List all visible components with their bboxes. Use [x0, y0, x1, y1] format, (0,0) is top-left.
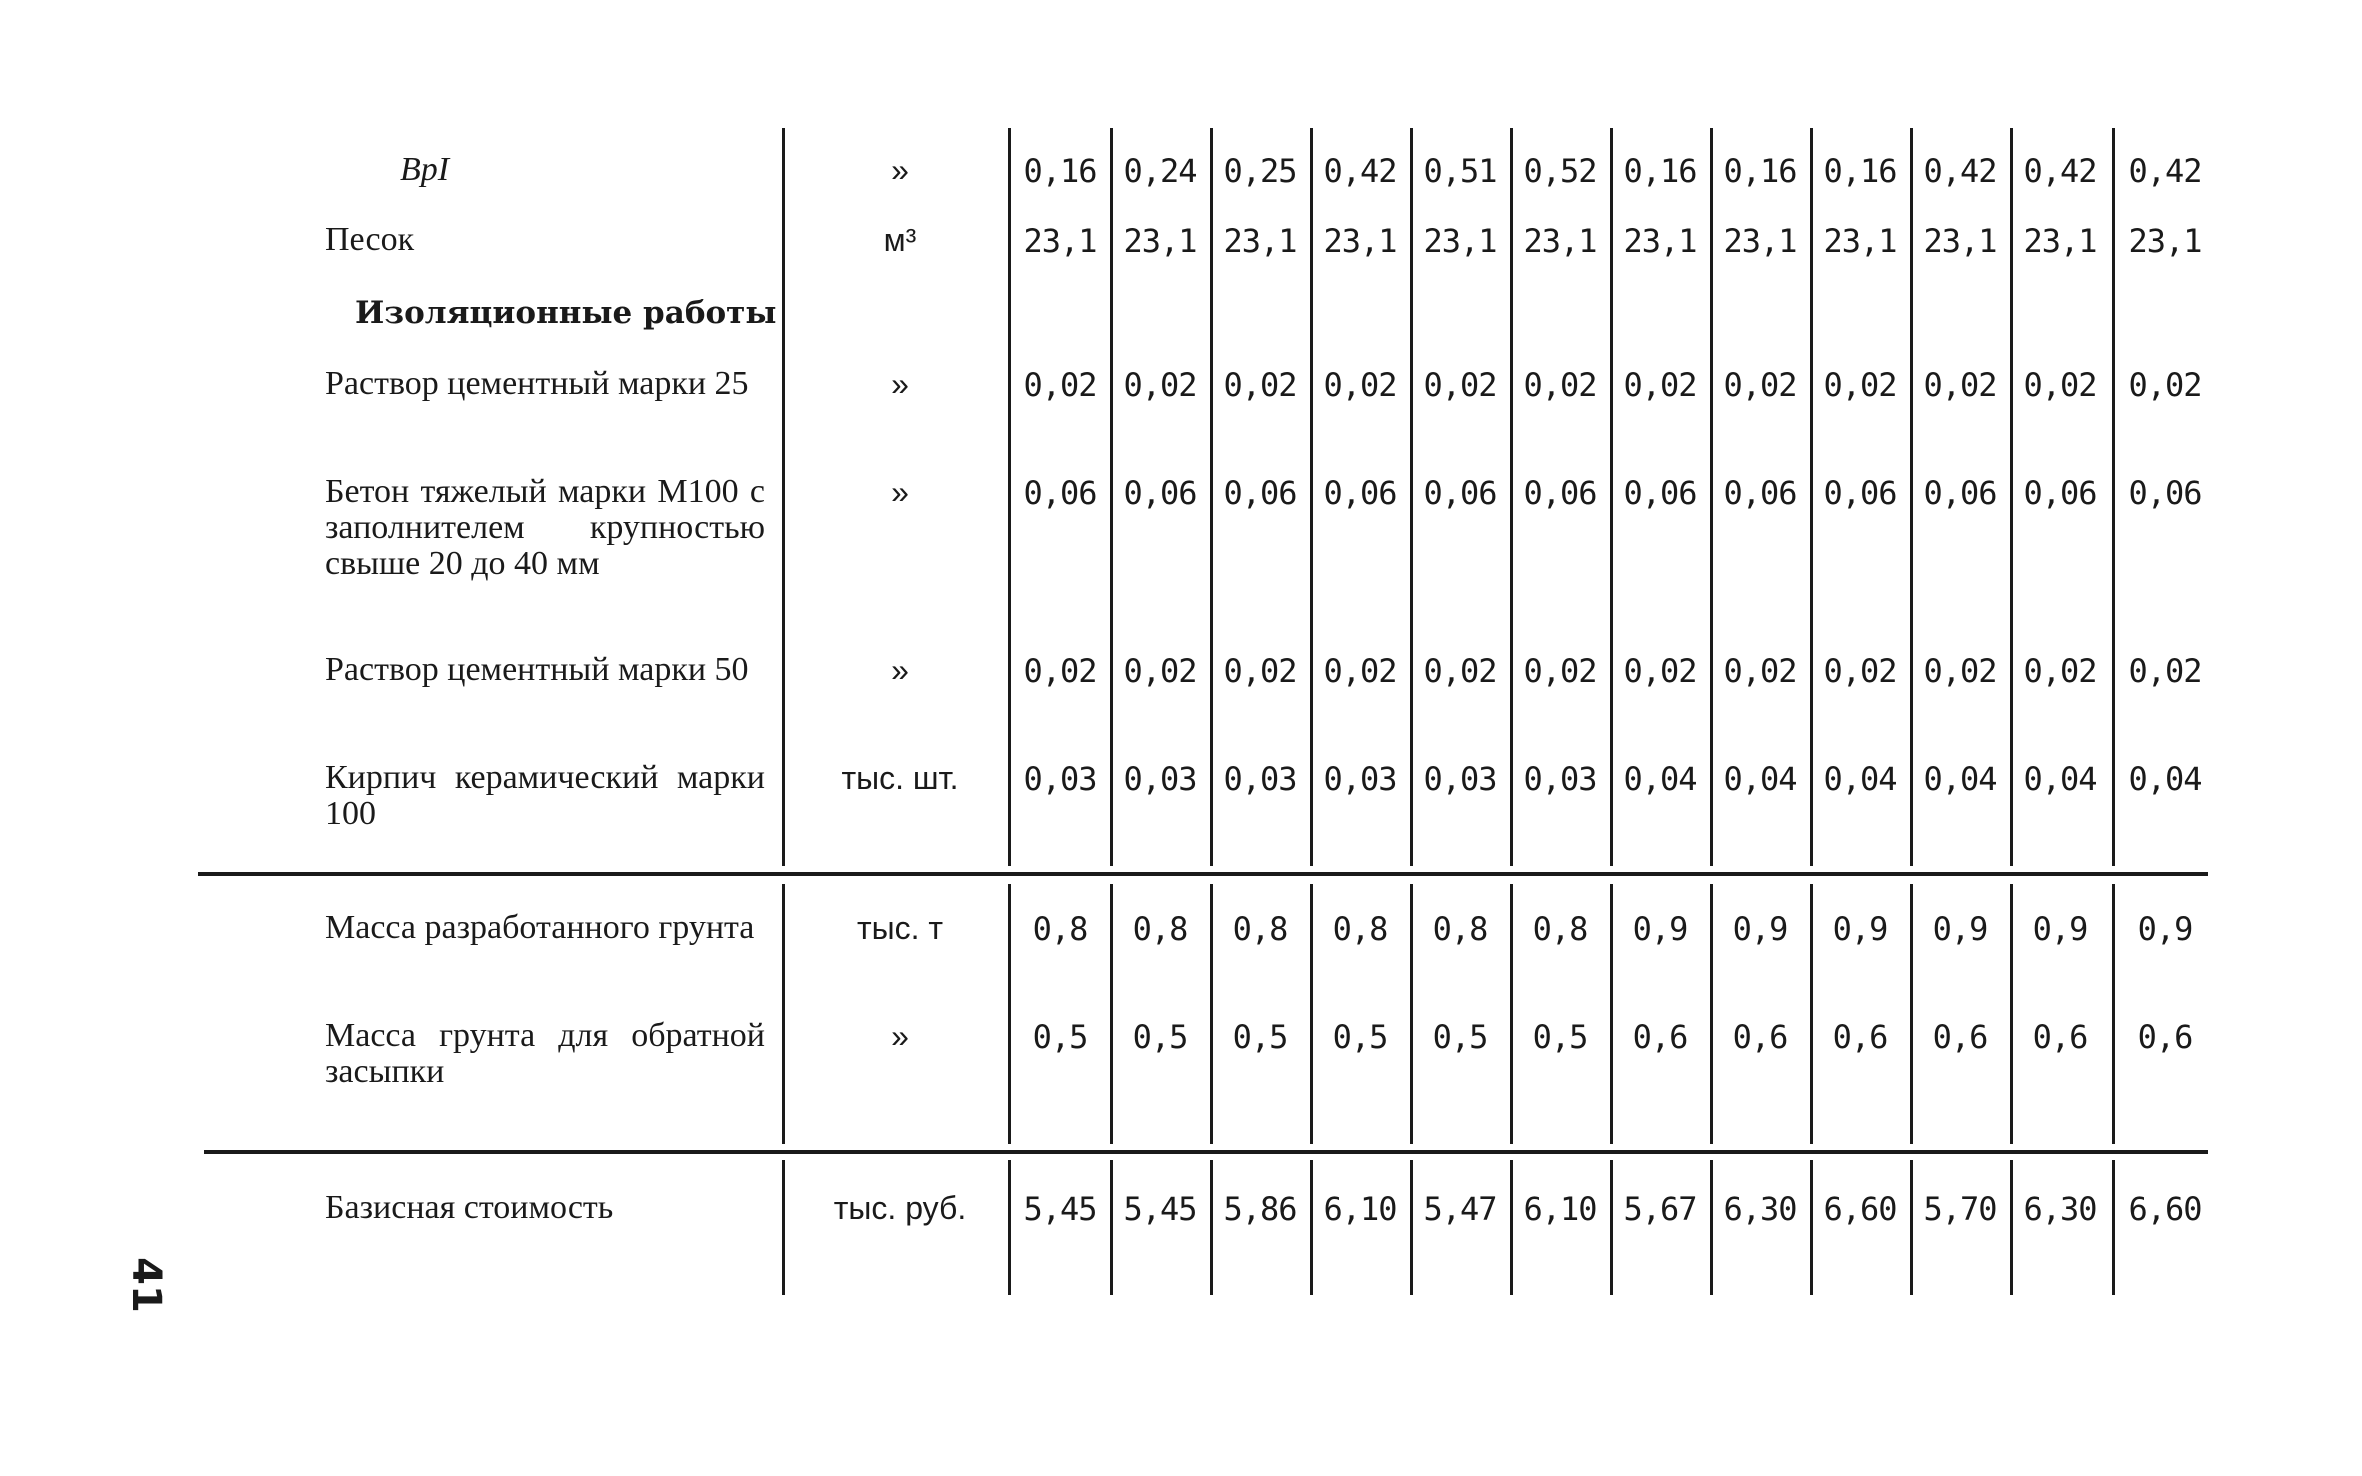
- table-cell: 0,02: [1723, 366, 1797, 404]
- table-cell: 0,02: [1723, 652, 1797, 690]
- row-unit: тыс. т: [856, 910, 944, 946]
- table-cell: 0,02: [1323, 366, 1397, 404]
- table-cell: 0,9: [1732, 910, 1788, 948]
- table-cell: 0,02: [1823, 652, 1897, 690]
- table-cell: 0,06: [1423, 474, 1497, 512]
- table-cell: 0,16: [1723, 152, 1797, 190]
- row-label: Кирпич керамический марки 100: [325, 759, 765, 832]
- row-unit: тыс. шт.: [841, 760, 959, 796]
- table-cell: 0,03: [1223, 760, 1297, 798]
- table-cell: 5,45: [1123, 1190, 1197, 1228]
- table-cell: 5,45: [1023, 1190, 1097, 1228]
- table-cell: 5,70: [1923, 1190, 1997, 1228]
- column-rule: [782, 1160, 785, 1295]
- table-cell: 0,8: [1532, 910, 1588, 948]
- table-cell: 0,03: [1523, 760, 1597, 798]
- table-cell: 0,6: [2032, 1018, 2088, 1056]
- table-cell: 23,1: [2023, 222, 2097, 260]
- table-cell: 0,02: [1223, 366, 1297, 404]
- table-cell: 5,67: [1623, 1190, 1697, 1228]
- table-cell: 0,06: [1023, 474, 1097, 512]
- table-cell: 0,02: [1023, 652, 1097, 690]
- table-cell: 0,8: [1332, 910, 1388, 948]
- table-cell: 0,06: [1723, 474, 1797, 512]
- table-cell: 23,1: [1323, 222, 1397, 260]
- row-label: Базисная стоимость: [325, 1189, 614, 1226]
- table-cell: 0,16: [1823, 152, 1897, 190]
- table-cell: 0,42: [1923, 152, 1997, 190]
- row-label: Масса грунта для обратной засыпки: [325, 1017, 765, 1090]
- table-cell: 0,04: [1823, 760, 1897, 798]
- table-cell: 0,5: [1032, 1018, 1088, 1056]
- table-cell: 23,1: [1023, 222, 1097, 260]
- table-cell: 0,02: [1623, 366, 1697, 404]
- table-cell: 0,04: [1723, 760, 1797, 798]
- table-cell: 0,5: [1432, 1018, 1488, 1056]
- table-cell: 6,10: [1323, 1190, 1397, 1228]
- table-cell: 6,10: [1523, 1190, 1597, 1228]
- table-cell: 0,02: [1423, 652, 1497, 690]
- row-unit: тыс. руб.: [833, 1190, 967, 1226]
- table-cell: 6,60: [1823, 1190, 1897, 1228]
- table-cell: 0,02: [1523, 366, 1597, 404]
- table-cell: 0,51: [1423, 152, 1497, 190]
- table-cell: 0,03: [1323, 760, 1397, 798]
- table-cell: 0,02: [1923, 652, 1997, 690]
- table-cell: 0,5: [1232, 1018, 1288, 1056]
- table-cell: 0,5: [1132, 1018, 1188, 1056]
- row-unit: »: [891, 152, 909, 188]
- table-cell: 5,47: [1423, 1190, 1497, 1228]
- table-cell: 0,04: [2128, 760, 2202, 798]
- table-cell: 0,06: [1623, 474, 1697, 512]
- table-cell: 0,16: [1623, 152, 1697, 190]
- table-cell: 0,24: [1123, 152, 1197, 190]
- table-cell: 0,8: [1432, 910, 1488, 948]
- row-label: Раствор цементный марки 25: [325, 365, 749, 402]
- table-cell: 6,30: [1723, 1190, 1797, 1228]
- row-unit: »: [891, 652, 909, 688]
- table-cell: 23,1: [1223, 222, 1297, 260]
- table-cell: 6,60: [2128, 1190, 2202, 1228]
- table-cell: 0,6: [1832, 1018, 1888, 1056]
- table-cell: 0,02: [2023, 652, 2097, 690]
- table-cell: 23,1: [1623, 222, 1697, 260]
- table-cell: 0,03: [1023, 760, 1097, 798]
- row-label: Бетон тяжелый марки М100 с заполнителем крупностью свыше 20 до 40 мм: [325, 473, 765, 582]
- table-cell: 0,8: [1232, 910, 1288, 948]
- row-unit: »: [891, 1018, 909, 1054]
- row-label: Масса разработанного грунта: [325, 909, 755, 946]
- table-cell: 0,02: [1623, 652, 1697, 690]
- table-cell: 0,02: [1123, 366, 1197, 404]
- table-cell: 0,03: [1123, 760, 1197, 798]
- table-cell: 0,25: [1223, 152, 1297, 190]
- section-rule-2: [204, 1150, 2208, 1154]
- table-cell: 23,1: [1823, 222, 1897, 260]
- table-cell: 0,04: [1623, 760, 1697, 798]
- table-cell: 0,06: [1223, 474, 1297, 512]
- page-number: 41: [122, 1257, 169, 1313]
- table-cell: 0,06: [1523, 474, 1597, 512]
- row-label: Изоляционные работы: [355, 295, 777, 331]
- table-cell: 0,9: [2137, 910, 2193, 948]
- table-cell: 0,04: [2023, 760, 2097, 798]
- row-unit: м³: [883, 222, 917, 258]
- section-rule-1: [198, 872, 2208, 876]
- table-cell: 0,02: [1823, 366, 1897, 404]
- table-cell: 0,6: [2137, 1018, 2193, 1056]
- table-cell: 0,06: [1923, 474, 1997, 512]
- table-cell: 0,02: [1923, 366, 1997, 404]
- table-cell: 0,52: [1523, 152, 1597, 190]
- table-cell: 0,02: [1023, 366, 1097, 404]
- table-cell: 0,6: [1632, 1018, 1688, 1056]
- table-cell: 0,06: [2128, 474, 2202, 512]
- table-cell: 0,03: [1423, 760, 1497, 798]
- table-cell: 0,5: [1532, 1018, 1588, 1056]
- table-cell: 0,06: [2023, 474, 2097, 512]
- table-cell: 0,06: [1823, 474, 1897, 512]
- table-cell: 0,9: [1832, 910, 1888, 948]
- table-cell: 23,1: [1723, 222, 1797, 260]
- table-cell: 0,06: [1323, 474, 1397, 512]
- table-cell: 0,16: [1023, 152, 1097, 190]
- row-label: Раствор цементный марки 50: [325, 651, 749, 688]
- table-cell: 0,5: [1332, 1018, 1388, 1056]
- table-cell: 0,02: [1223, 652, 1297, 690]
- table-cell: 0,42: [2128, 152, 2202, 190]
- row-label: BpI: [400, 151, 450, 188]
- table-cell: 0,02: [1423, 366, 1497, 404]
- table-cell: 23,1: [1123, 222, 1197, 260]
- table-cell: 0,02: [2128, 652, 2202, 690]
- table-cell: 0,02: [2128, 366, 2202, 404]
- table-cell: 0,02: [1123, 652, 1197, 690]
- table-cell: 0,8: [1132, 910, 1188, 948]
- table-cell: 0,06: [1123, 474, 1197, 512]
- table-cell: 23,1: [1523, 222, 1597, 260]
- table-cell: 0,42: [1323, 152, 1397, 190]
- table-cell: 23,1: [1423, 222, 1497, 260]
- table-cell: 0,9: [1632, 910, 1688, 948]
- table-cell: 23,1: [1923, 222, 1997, 260]
- row-label: Песок: [325, 221, 415, 258]
- table-cell: 0,02: [1523, 652, 1597, 690]
- table-cell: 0,8: [1032, 910, 1088, 948]
- table-cell: 0,6: [1932, 1018, 1988, 1056]
- table-cell: 5,86: [1223, 1190, 1297, 1228]
- table-cell: 0,9: [1932, 910, 1988, 948]
- table-cell: 23,1: [2128, 222, 2202, 260]
- table-cell: 0,42: [2023, 152, 2097, 190]
- row-unit: »: [891, 366, 909, 402]
- table-cell: 6,30: [2023, 1190, 2097, 1228]
- table-cell: 0,9: [2032, 910, 2088, 948]
- table-cell: 0,02: [2023, 366, 2097, 404]
- table-cell: 0,02: [1323, 652, 1397, 690]
- table-cell: 0,04: [1923, 760, 1997, 798]
- row-unit: »: [891, 474, 909, 510]
- table-cell: 0,6: [1732, 1018, 1788, 1056]
